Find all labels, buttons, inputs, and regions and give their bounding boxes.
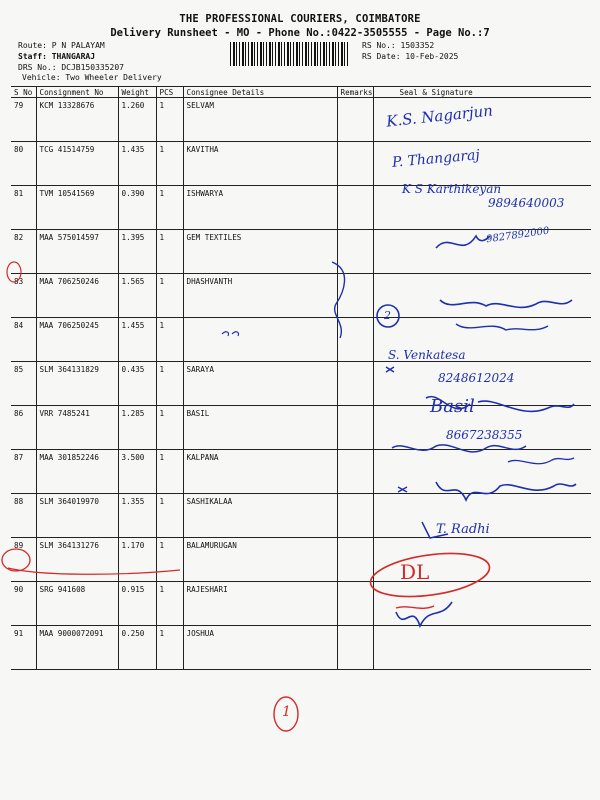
cell-consignment: KCM 13328676 [36,98,118,142]
cell-consignee: RAJESHARI [183,582,337,626]
cell-consignment: MAA 575014597 [36,230,118,274]
page-number-mark: 1 [282,704,291,720]
cell-sno: 88 [11,494,36,538]
cell-consignment: VRR 7485241 [36,406,118,450]
col-header-pcs: PCS [156,87,183,98]
cell-sno: 83 [11,274,36,318]
signature-row-81: K S Karthikeyan [402,182,502,196]
vehicle-label: Vehicle: Two Wheeler Delivery [22,73,162,82]
cell-consignee: SARAYA [183,362,337,406]
dl-stamp-mark: DL [400,560,430,584]
phone-row-81: 9894640003 [488,196,565,210]
cell-pcs: 1 [156,406,183,450]
cell-consignment: TVM 10541569 [36,186,118,230]
rs-number: RS No.: 1503352 [362,41,435,50]
cell-pcs: 1 [156,142,183,186]
cell-weight: 0.250 [118,626,156,670]
cell-pcs: 1 [156,230,183,274]
cell-sno: 90 [11,582,36,626]
signature-row-80: P. Thangaraj [391,147,481,171]
cell-sno: 91 [11,626,36,670]
col-header-consignee: Consignee Details [183,87,337,98]
col-header-signature: Seal & Signature [373,87,591,98]
cell-sno: 85 [11,362,36,406]
cell-weight: 0.390 [118,186,156,230]
row-84-mark: 2 [384,309,391,322]
col-header-remarks: Remarks [337,87,373,98]
cell-weight: 1.285 [118,406,156,450]
cell-sno: 87 [11,450,36,494]
cell-consignee: JOSHUA [183,626,337,670]
cell-consignment: MAA 706250245 [36,318,118,362]
cell-pcs: 1 [156,626,183,670]
cell-sno: 80 [11,142,36,186]
cell-weight: 0.435 [118,362,156,406]
cell-weight: 3.500 [118,450,156,494]
cell-pcs: 1 [156,274,183,318]
cell-sno: 81 [11,186,36,230]
cell-pcs: 1 [156,538,183,582]
cell-pcs: 1 [156,582,183,626]
cell-pcs: 1 [156,186,183,230]
signature-row-89: T. Radhi [436,522,490,537]
cell-consignee: BALAMURUGAN [183,538,337,582]
cell-weight: 0.915 [118,582,156,626]
cell-consignment: SRG 941608 [36,582,118,626]
cell-weight: 1.455 [118,318,156,362]
cell-consignee: KAVITHA [183,142,337,186]
company-title: THE PROFESSIONAL COURIERS, COIMBATORE [179,13,421,25]
cell-weight: 1.170 [118,538,156,582]
cell-consignment: SLM 364019970 [36,494,118,538]
cell-consignee: BASIL [183,406,337,450]
col-header-weight: Weight [118,87,156,98]
cell-weight: 1.565 [118,274,156,318]
cell-consignment: SLM 364131829 [36,362,118,406]
route-label: Route: P N PALAYAM [18,41,105,50]
drs-number: DRS No.: DCJB150335207 [18,63,124,72]
cell-pcs: 1 [156,98,183,142]
cell-pcs: 1 [156,450,183,494]
cell-weight: 1.395 [118,230,156,274]
cell-weight: 1.435 [118,142,156,186]
rs-date: RS Date: 10-Feb-2025 [362,52,459,61]
cell-consignee: GEM TEXTILES [183,230,337,274]
cell-pcs: 1 [156,362,183,406]
cell-consignment: SLM 364131276 [36,538,118,582]
cell-consignee: SELVAM [183,98,337,142]
cell-consignment: MAA 301852246 [36,450,118,494]
cell-sno: 89 [11,538,36,582]
cell-consignment: MAA 9000072091 [36,626,118,670]
cell-consignment: TCG 41514759 [36,142,118,186]
cell-consignee: ISHWARYA [183,186,337,230]
signature-row-79: K.S. Nagarjun [385,101,494,131]
staff-label: Staff: THANGARAJ [18,52,96,61]
cell-consignee: KALPANA [183,450,337,494]
runsheet-subtitle: Delivery Runsheet - MO - Phone No.:0422-3505555 - Page No.:7 [110,27,490,39]
cell-pcs: 1 [156,318,183,362]
cell-consignee: DHASHVANTH [183,274,337,318]
cell-consignment: MAA 706250246 [36,274,118,318]
cell-sno: 79 [11,98,36,142]
col-header-sno: S No [11,87,36,98]
cell-consignee: SASHIKALAA [183,494,337,538]
cell-sno: 84 [11,318,36,362]
phone-row-87: 8667238355 [446,428,523,442]
cell-sno: 86 [11,406,36,450]
phone-row-82: 9827892000 [485,225,551,246]
phone-row-85: 8248612024 [438,371,515,385]
signature-row-86: Basil [430,396,475,417]
cell-sno: 82 [11,230,36,274]
cell-weight: 1.355 [118,494,156,538]
cell-weight: 1.260 [118,98,156,142]
signature-row-85: S. Venkatesa [388,348,466,362]
cell-pcs: 1 [156,494,183,538]
col-header-consignment: Consignment No [36,87,118,98]
